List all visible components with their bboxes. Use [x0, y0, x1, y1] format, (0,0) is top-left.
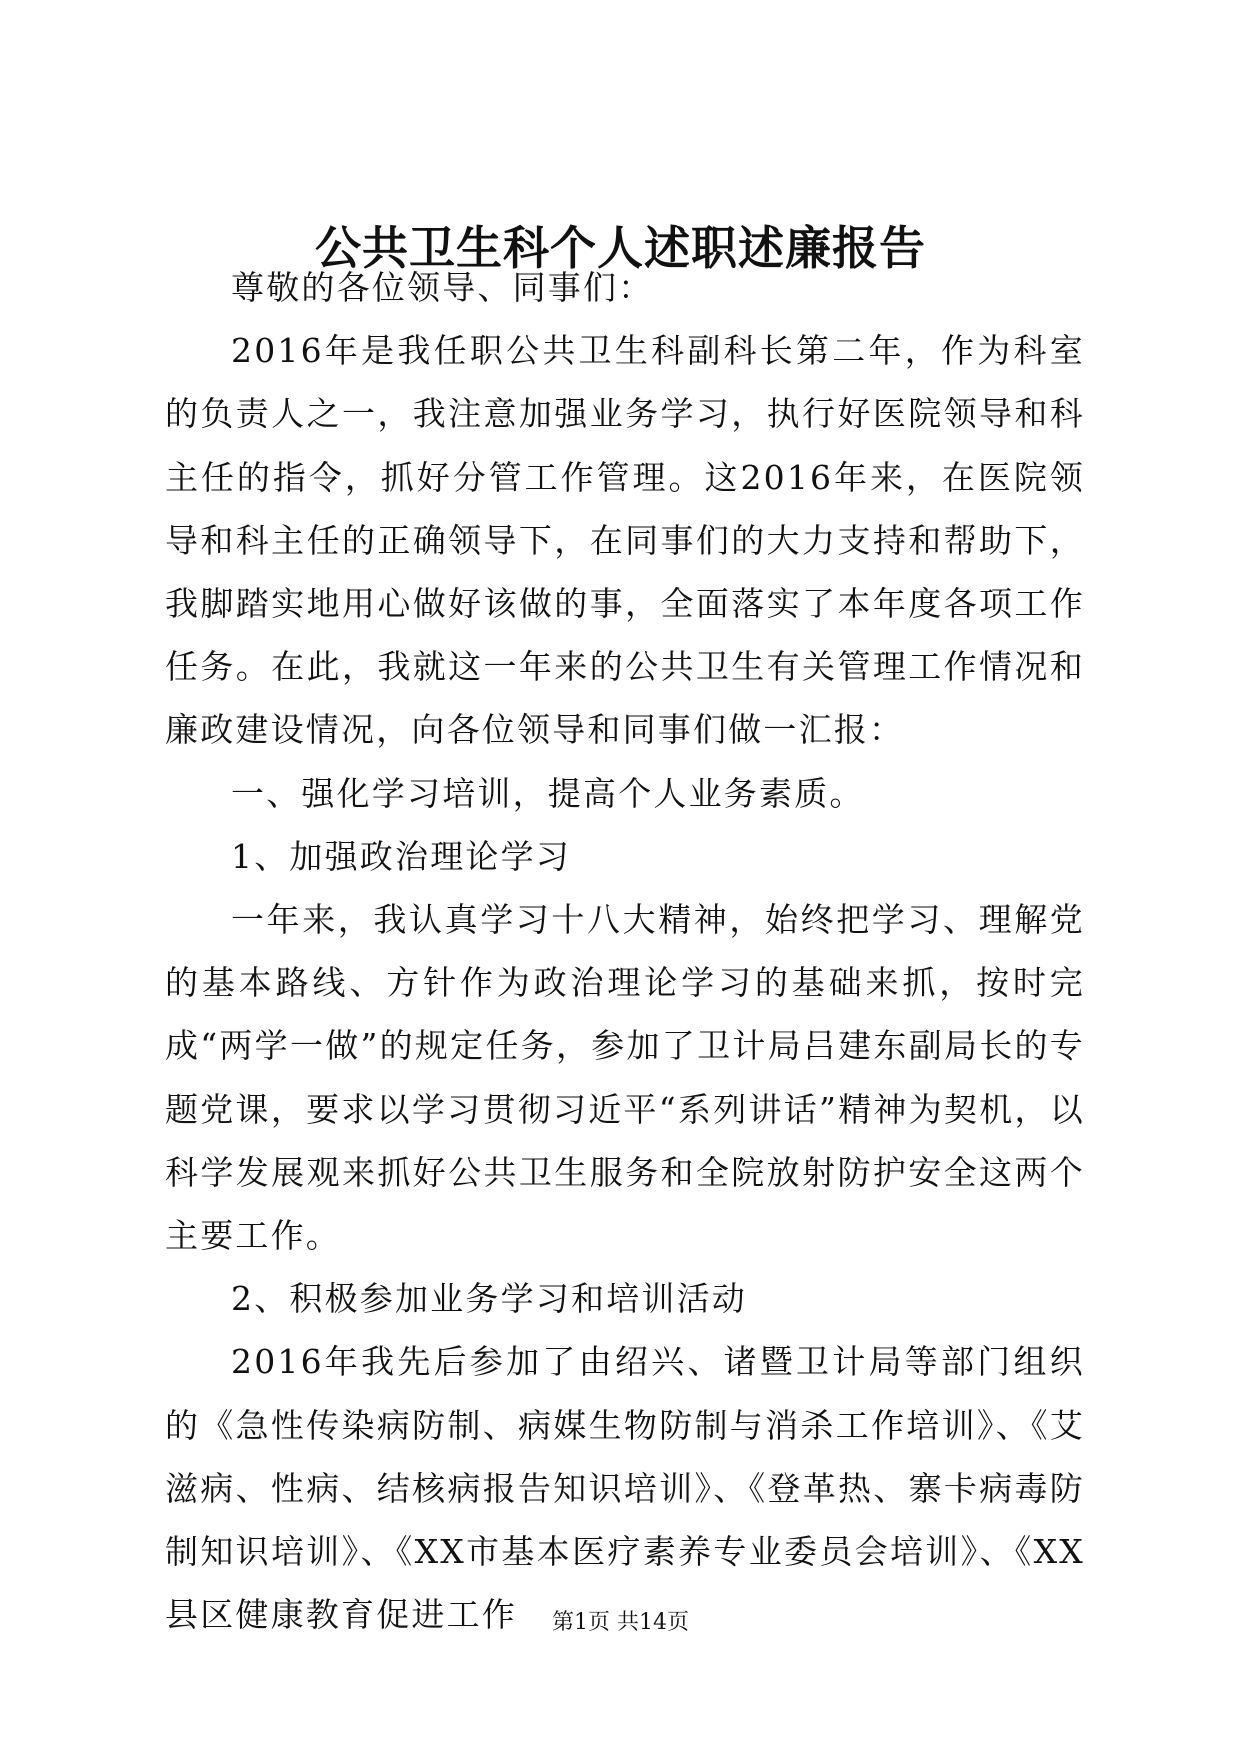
document-body: [165, 256, 1085, 1646]
section-heading-1: 一、强化学习培训，提高个人业务素质。: [231, 773, 865, 813]
salutation: 尊敬的各位领导、同事们：: [231, 268, 654, 307]
subsection-heading-2: 2、积极参加业务学习和培训活动: [231, 1279, 747, 1319]
paragraph-political-study: 一年来，我认真学习十八大精神，始终把学习、理解党的基本路线、方针作为政治理论学习的基础来抓，按时完成“两学一做”的规定任务，参加了卫计局吕建东副局长的专题党课，要求以学习贯彻习近平“系列讲话”精神为契机，以科学发展观来抓好公共卫生服务和全院放射防护安全这两个主要工作。: [165, 900, 1085, 1256]
page-number-footer: 第1页 共14页: [552, 1610, 689, 1635]
paragraph-training: 2016年我先后参加了由绍兴、诸暨卫计局等部门组织的《急性传染病防制、病媒生物防制与消杀工作培训》、《艾滋病、性病、结核病报告知识培训》、《登革热、寨卡病毒防制知识培训》、《XX市基本医疗素养专业委员会培训》、《XX县区健康教育促进工作: [165, 1342, 1085, 1635]
document-title: 公共卫生科个人述职述廉报告: [315, 221, 926, 275]
subsection-heading-1: 1、加强政治理论学习: [231, 836, 571, 876]
paragraph-intro: 2016年是我任职公共卫生科副科长第二年，作为科室的负责人之一，我注意加强业务学习，执行好医院领导和科主任的指令，抓好分管工作管理。这2016年来，在医院领导和科主任的正确领导下，在同事们的大力支持和帮助下，我脚踏实地用心做好该做的事，全面落实了本年度各项工作任务。在此，我就这一年来的公共卫生有关管理工作情况和廉政建设情况，向各位领导和同事们做一汇报：: [165, 331, 1085, 750]
